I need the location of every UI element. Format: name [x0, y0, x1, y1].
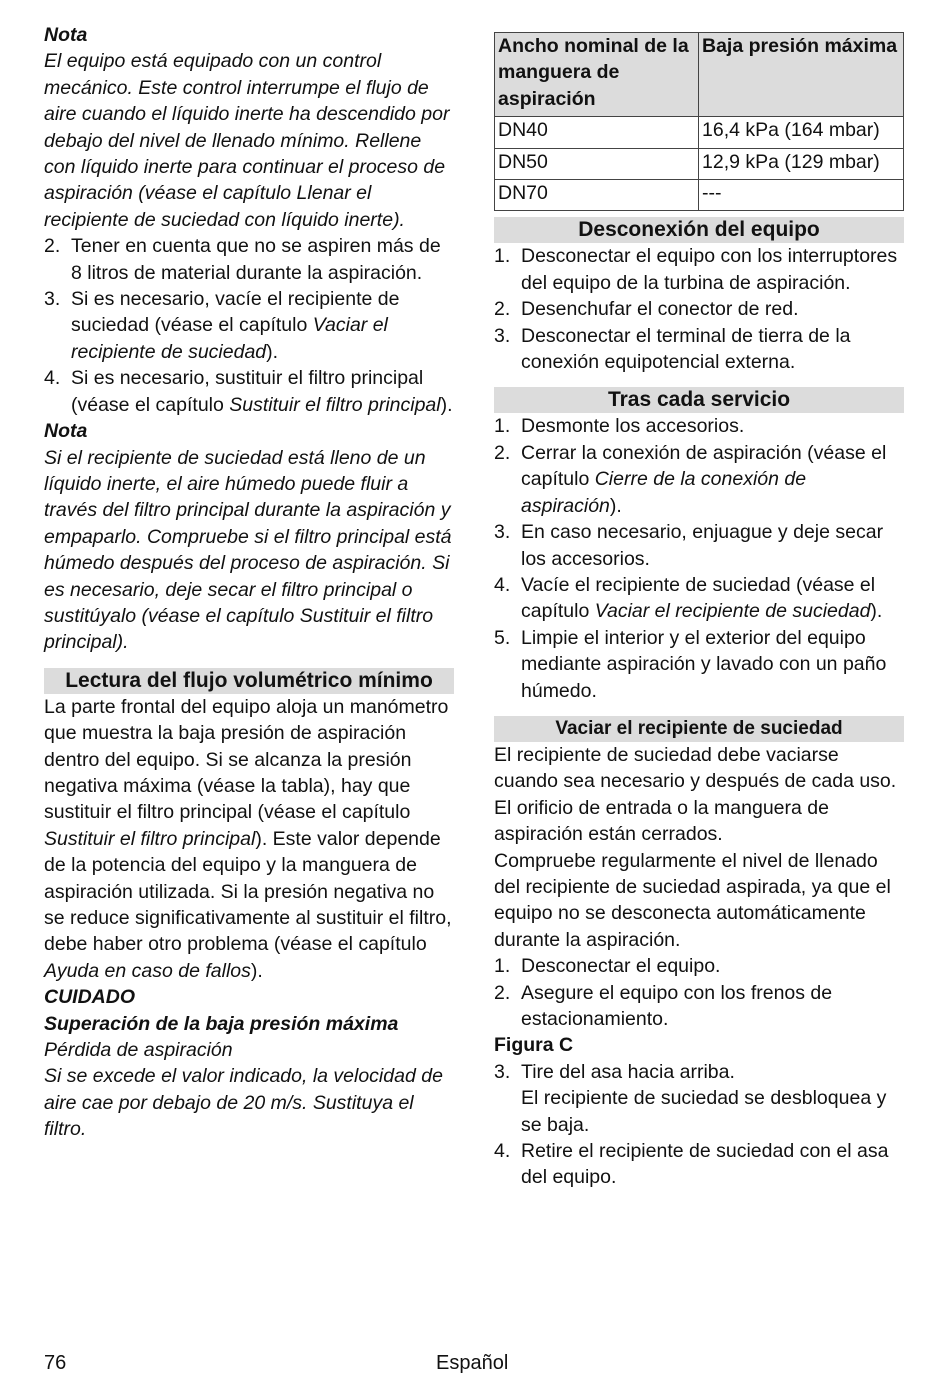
caution-text: Si se excede el valor indicado, la velocidad de aire cae por debajo de 20 m/s. Sustituya el filtro. [44, 1065, 443, 1141]
step-list [494, 243, 904, 375]
step-list [494, 953, 904, 1032]
section-paragraph: El recipiente de suciedad debe vaciarse cuando sea necesario y después de cada uso. [494, 743, 897, 793]
list-item: 1. Desconectar el equipo. [494, 955, 721, 978]
list-item: 1. Desconectar el equipo con los interruptores del equipo de la turbina de aspiración. [494, 245, 898, 294]
table-row [495, 148, 904, 179]
right-column [494, 32, 904, 1191]
list-item: 2. Tener en cuenta que no se aspiren más de 8 litros de material durante la aspiración. [44, 235, 441, 284]
caution-title: CUIDADO [44, 986, 135, 1009]
note-text: Si el recipiente de suciedad está lleno de un líquido inerte, el aire húmedo puede fluir a través del filtro principal durante la aspiración y empaparlo. Compruebe si el filtro principal está húmedo después del proceso de aspiración. Si es necesario, deje secar el filtro principal o sustitúyalo (véase el capítulo Sustituir el filtro principal). [44, 446, 452, 654]
list-item: 2. Cerrar la conexión de aspiración (véase el capítulo Cierre de la conexión de aspiración). [494, 441, 887, 517]
table-header-row [495, 33, 904, 117]
figure-label: Figura C [494, 1034, 574, 1057]
table-cell: 16,4 kPa (164 mbar) [699, 117, 904, 148]
step-result: El recipiente de suciedad se desbloquea y se baja. [521, 1087, 887, 1136]
table-cell: 12,9 kPa (129 mbar) [699, 148, 904, 179]
list-item: 3. En caso necesario, enjuague y deje secar los accesorios. [494, 521, 884, 570]
step-list [494, 413, 904, 703]
pressure-table [494, 32, 904, 211]
chapter-reference: Vaciar el recipiente de suciedad [594, 600, 871, 623]
table-row [495, 117, 904, 148]
list-item: 4. Si es necesario, sustituir el filtro principal (véase el capítulo Sustituir el filtro principal). [44, 367, 453, 416]
section-heading: Desconexión del equipo [494, 217, 904, 243]
section-heading: Lectura del flujo volumétrico mínimo [44, 668, 454, 694]
note-title: Nota [44, 420, 88, 443]
list-item: 3. Tire del asa hacia arriba. El recipiente de suciedad se desbloquea y se baja. [494, 1060, 887, 1136]
list-item: 4. Retire el recipiente de suciedad con el asa del equipo. [494, 1140, 889, 1189]
caution-text: Pérdida de aspiración [44, 1039, 233, 1062]
left-column [44, 22, 454, 1143]
table-cell: DN50 [495, 148, 699, 179]
chapter-reference: Vaciar el recipiente de suciedad [71, 314, 388, 363]
list-item: 4. Vacíe el recipiente de suciedad (véase el capítulo Vaciar el recipiente de suciedad). [494, 573, 883, 623]
list-item: 2. Desenchufar el conector de red. [494, 298, 799, 321]
table-header: Baja presión máxima [699, 33, 904, 117]
chapter-reference: Sustituir el filtro principal [44, 827, 256, 850]
section-heading: Vaciar el recipiente de suciedad [494, 716, 904, 742]
list-item: 3. Si es necesario, vacíe el recipiente de suciedad (véase el capítulo Vaciar el recipiente de suciedad). [44, 288, 400, 363]
list-item: 2. Asegure el equipo con los frenos de estacionamiento. [494, 981, 833, 1030]
chapter-reference: Sustituir el filtro principal [229, 393, 441, 416]
table-row [495, 180, 904, 211]
table-header: Ancho nominal de la manguera de aspiración [495, 33, 699, 117]
language-label: Español [436, 1352, 509, 1374]
list-item: 3. Desconectar el terminal de tierra de la conexión equipotencial externa. [494, 324, 851, 374]
step-list [494, 1059, 904, 1191]
table-cell: DN70 [495, 180, 699, 211]
page-number: 76 [44, 1352, 67, 1374]
section-heading: Tras cada servicio [494, 387, 904, 413]
table-cell: DN40 [495, 117, 699, 148]
section-paragraph: Compruebe regularmente el nivel de llenado del recipiente de suciedad aspirada, ya que el equipo no se desconecta automáticamente durante la aspiración. [494, 849, 891, 951]
list-item: 5. Limpie el interior y el exterior del equipo mediante aspiración y lavado con un paño húmedo. [494, 626, 887, 702]
step-list [44, 233, 454, 418]
note-title: Nota [44, 24, 88, 46]
chapter-reference: Cierre de la conexión de aspiración [521, 468, 807, 517]
section-paragraph: El orificio de entrada o la manguera de aspiración están cerrados. [494, 796, 829, 846]
list-item: 1. Desmonte los accesorios. [494, 415, 745, 438]
caution-subtitle: Superación de la baja presión máxima [44, 1012, 399, 1035]
table-cell: --- [699, 180, 904, 211]
chapter-reference: Ayuda en caso de fallos [44, 959, 251, 982]
note-text: El equipo está equipado con un control mecánico. Este control interrumpe el flujo de aire cuando el líquido inerte ha descendido por debajo del nivel de llenado mínimo. Rellene con líquido inerte para continuar el proceso de aspiración (véase el capítulo Llenar el recipiente de suciedad con líquido inerte). [44, 50, 450, 231]
section-paragraph: La parte frontal del equipo aloja un manómetro que muestra la baja presión de aspiración dentro del equipo. Si se alcanza la presión negativa máxima (véase la tabla), hay que sustituir el filtro principal (véase el capítulo Sustituir el filtro principal). Este valor depende de la potencia del equipo y la manguera de aspiración utilizada. Si la presión negativa no se reduce significativamente al sustituir el filtro, debe haber otro problema (véase el capítulo Ayuda en caso de fallos). [44, 695, 452, 982]
